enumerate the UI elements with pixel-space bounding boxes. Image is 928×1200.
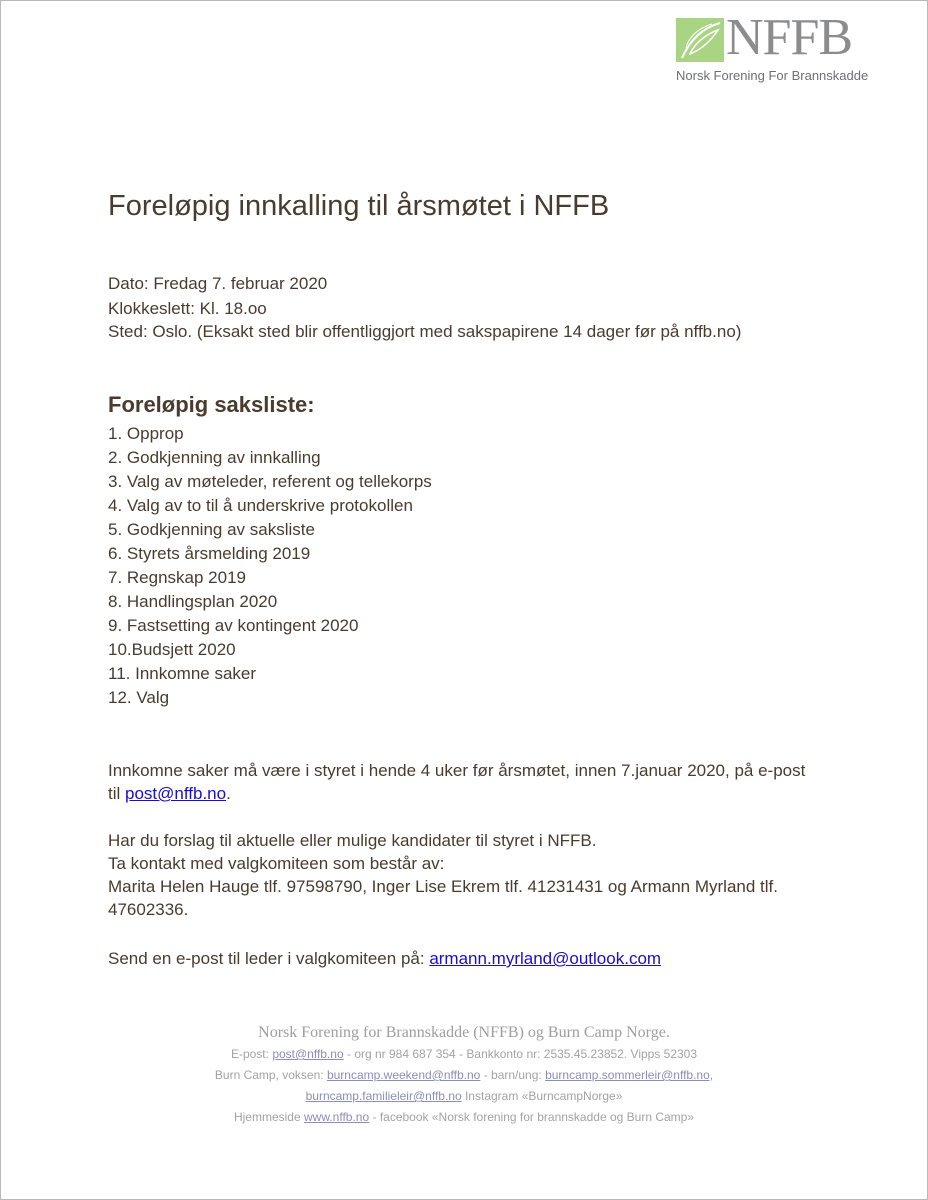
agenda-item: 2. Godkjenning av innkalling xyxy=(108,448,321,467)
agenda-item: 8. Handlingsplan 2020 xyxy=(108,592,278,611)
send-text: Send en e-post til leder i valgkomiteen på: xyxy=(108,949,430,968)
candidates-line-2: Ta kontakt med valgkomiteen som består av: xyxy=(108,854,445,873)
candidates-line-3: Marita Helen Hauge tlf. 97598790, Inger Lise Ekrem tlf. 41231431 og Armann Myrland tlf. 47602336. xyxy=(108,877,778,919)
page-title: Foreløpig innkalling til årsmøtet i NFFB xyxy=(108,190,610,222)
post-email-link[interactable]: post@nffb.no xyxy=(125,784,227,803)
logo-wordmark: NFFB xyxy=(726,9,853,66)
homepage-link[interactable]: www.nffb.no xyxy=(304,1110,370,1124)
nffb-logo xyxy=(676,9,888,88)
committee-email-link[interactable]: armann.myrland@outlook.com xyxy=(429,949,662,968)
footer-facebook: - facebook «Norsk forening for brannskadde og Burn Camp» xyxy=(369,1110,695,1124)
footer-burncamp-label: Burn Camp, voksen: xyxy=(214,1068,327,1082)
footer-homepage-label: Hjemmeside xyxy=(233,1110,304,1124)
footer-line-4 xyxy=(0,1107,928,1128)
burncamp-familieleir-link[interactable]: burncamp.familieleir@nffb.no xyxy=(305,1089,462,1103)
footer-instagram: Instagram «BurncampNorge» xyxy=(461,1089,623,1103)
footer-title: Norsk Forening for Brannskadde (NFFB) og Burn Camp Norge. xyxy=(258,1024,670,1041)
agenda-item: 12. Valg xyxy=(108,688,170,707)
agenda-item: 3. Valg av møteleder, referent og tellekorps xyxy=(108,472,432,491)
footer-barn-label: - barn/ung: xyxy=(480,1068,546,1082)
footer-line-3 xyxy=(0,1086,928,1107)
agenda-item: 7. Regnskap 2019 xyxy=(108,568,246,587)
footer xyxy=(0,1022,928,1128)
send-notice xyxy=(108,947,808,970)
agenda-item: 10.Budsjett 2020 xyxy=(108,640,236,659)
footer-org-info: - org nr 984 687 354 - Bankkonto nr: 2535.45.23852. Vipps 52303 xyxy=(343,1047,698,1061)
candidates-line-1: Har du forslag til aktuelle eller mulige kandidater til styret i NFFB. xyxy=(108,831,597,850)
agenda-item: 1. Opprop xyxy=(108,424,184,443)
agenda-item: 9. Fastsetting av kontingent 2020 xyxy=(108,616,359,635)
candidates-notice xyxy=(108,829,808,921)
agenda-item: 4. Valg av to til å underskrive protokollen xyxy=(108,496,413,515)
burncamp-weekend-link[interactable]: burncamp.weekend@nffb.no xyxy=(326,1068,481,1082)
footer-post-email-link[interactable]: post@nffb.no xyxy=(272,1047,344,1061)
meeting-place: Sted: Oslo. (Eksakt sted blir offentliggjort med sakspapirene 14 dager før på nffb.no) xyxy=(108,322,742,341)
incoming-end: . xyxy=(226,784,231,803)
logo-subtitle: Norsk Forening For Brannskadde xyxy=(676,68,869,83)
burncamp-sommerleir-link[interactable]: burncamp.sommerleir@nffb.no, xyxy=(545,1068,714,1082)
agenda-item: 6. Styrets årsmelding 2019 xyxy=(108,544,311,563)
agenda-item: 11. Innkomne saker xyxy=(108,664,257,683)
footer-email-label: E-post: xyxy=(230,1047,273,1061)
leaf-icon xyxy=(676,18,724,62)
agenda-list xyxy=(108,424,432,712)
footer-line-2 xyxy=(0,1065,928,1086)
meeting-time: Klokkeslett: Kl. 18.oo xyxy=(108,299,267,318)
agenda-item: 5. Godkjenning av saksliste xyxy=(108,520,315,539)
incoming-text: Innkomne saker må være i styret i hende 4 uker før årsmøtet, innen 7.januar 2020, på e-post til xyxy=(108,761,806,803)
footer-line-1 xyxy=(0,1044,928,1065)
incoming-notice xyxy=(108,759,808,805)
agenda-heading: Foreløpig saksliste: xyxy=(108,392,315,417)
meeting-date: Dato: Fredag 7. februar 2020 xyxy=(108,274,328,293)
